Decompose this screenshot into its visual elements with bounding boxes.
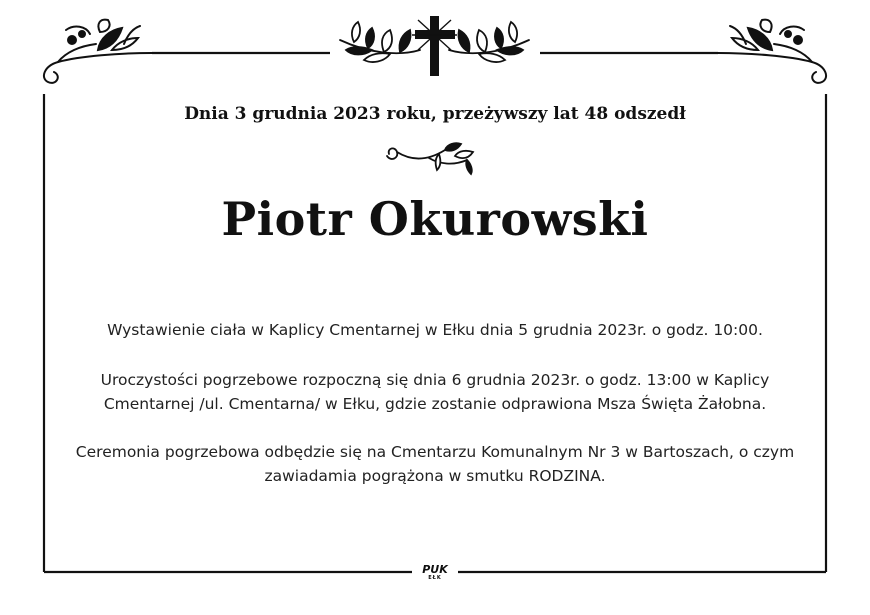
laurel-left-icon	[340, 22, 420, 62]
funeral-home-logo	[412, 561, 458, 585]
deceased-name: Piotr Okurowski	[221, 192, 649, 246]
floral-flourish-icon	[718, 20, 826, 83]
laurel-right-icon	[449, 22, 529, 62]
logo-sub-text: EŁK	[428, 575, 442, 581]
logo-main-text: PUK	[422, 563, 448, 576]
death-date-headline: Dnia 3 grudnia 2023 roku, przeżywszy lat 48 odszedł	[184, 104, 686, 124]
floral-flourish-icon	[44, 20, 152, 83]
burial-info: Ceremonia pogrzebowa odbędzie się na Cmentarzu Komunalnym Nr 3 w Bartoszach, o czym zawiadamia pogrążona w smutku RODZINA.	[75, 443, 795, 485]
cross-icon	[412, 16, 457, 76]
ceremony-info: Uroczystości pogrzebowe rozpoczną się dnia 6 grudnia 2023r. o godz. 13:00 w Kaplicy Cmentarnej /ul. Cmentarna/ w Ełku, gdzie zostanie odprawiona Msza Święta Żałobna.	[100, 371, 770, 413]
frame-border	[44, 53, 826, 572]
leaf-swirl-icon	[383, 140, 487, 176]
viewing-info: Wystawienie ciała w Kaplicy Cmentarnej w Ełku dnia 5 grudnia 2023r. o godz. 10:00.	[107, 321, 763, 339]
